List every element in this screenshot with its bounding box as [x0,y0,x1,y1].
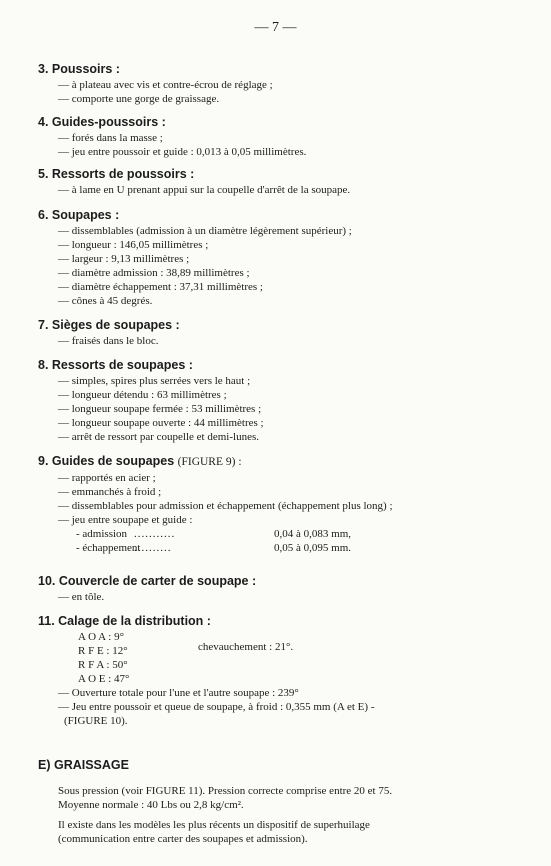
list-item: — cônes à 45 degrés. [58,295,153,307]
clearance-row [76,527,518,541]
section-title-text: 9. Guides de soupapes [38,454,175,468]
list-item: — largeur : 9,13 millimètres ; [58,253,190,265]
list-item: — longueur soupape fermée : 53 millimètres ; [58,403,262,415]
list-item: — dissemblables (admission à un diamètre légèrement supérieur) ; [58,225,352,237]
list-item: — dissemblables pour admission et échappement (échappement plus long) ; [58,500,393,512]
section-graissage-title: E) GRAISSAGE [38,758,129,772]
list-item: — jeu entre soupape et guide : [58,514,193,526]
list-item: — diamètre admission : 38,89 millimètres ; [58,267,250,279]
section-title [38,454,518,470]
section-title: 4. Guides-poussoirs : [38,115,166,129]
clearance-dots: ........... [134,528,176,540]
section-couvercle [38,574,518,604]
timing-row: A O E : 47° [78,673,130,685]
section-ressorts-soupapes [38,358,518,444]
list-item: — comporte une gorge de graissage. [58,93,220,105]
section-guides-soupapes [38,454,518,555]
list-item: — à plateau avec vis et contre-écrou de réglage ; [58,79,273,91]
list-item: — à lame en U prenant appui sur la coupelle d'arrêt de la soupape. [58,184,351,196]
list-item: — simples, spires plus serrées vers le haut ; [58,375,251,387]
list-item: — Jeu entre poussoir et queue de soupape, à froid : 0,355 mm (A et E) - [58,701,375,713]
list-item: — emmanchés à froid ; [58,486,162,498]
list-item-continuation: (FIGURE 10). [64,715,128,727]
section-poussoirs [38,62,518,106]
section-title: 5. Ressorts de poussoirs : [38,167,195,181]
section-title: 11. Calage de la distribution : [38,614,211,628]
overlap-text: chevauchement : 21°. [198,641,294,653]
list-item: — longueur : 146,05 millimètres ; [58,239,209,251]
section-title: 10. Couvercle de carter de soupape : [38,574,257,588]
list-item: — Ouverture totale pour l'une et l'autre soupape : 239° [58,687,299,699]
list-item: — longueur soupape ouverte : 44 millimètres ; [58,417,264,429]
figure-ref: (FIGURE 9) : [177,456,242,468]
timing-row: R F A : 50° [78,659,128,671]
paragraph-line: Sous pression (voir FIGURE 11). Pression correcte comprise entre 20 et 75. [58,785,393,797]
section-title: 8. Ressorts de soupapes : [38,358,193,372]
clearance-value: 0,05 à 0,095 mm. [274,542,351,554]
section-soupapes [38,208,518,308]
list-item: — jeu entre poussoir et guide : 0,013 à 0,05 millimètres. [58,146,307,158]
list-item: — fraisés dans le bloc. [58,335,159,347]
list-item: — diamètre échappement : 37,31 millimètres ; [58,281,263,293]
section-title: 6. Soupapes : [38,208,120,222]
clearance-row [76,541,518,555]
list-item: — forés dans la masse ; [58,132,163,144]
list-item: — en tôle. [58,591,105,603]
timing-block [78,630,518,686]
paragraph-line: Moyenne normale : 40 Lbs ou 2,8 kg/cm². [58,799,244,811]
page-number: — 7 — [254,20,297,35]
timing-row: A O A : 9° [78,631,124,643]
clearance-dots: .......... [134,542,172,554]
clearance-name: - échappement [76,542,141,554]
list-item: — arrêt de ressort par coupelle et demi-lunes. [58,431,259,443]
section-guides-poussoirs [38,115,518,159]
timing-row: R F E : 12° [78,645,128,657]
clearance-name: - admission [76,528,128,540]
section-title: 7. Sièges de soupapes : [38,318,180,332]
section-sieges-soupapes [38,318,518,348]
clearance-value: 0,04 à 0,083 mm, [274,528,351,540]
section-ressorts-poussoirs [38,167,518,197]
section-calage [38,614,518,728]
list-item: — longueur détendu : 63 millimètres ; [58,389,227,401]
section-title: 3. Poussoirs : [38,62,120,76]
paragraph-line: Il existe dans les modèles les plus récents un dispositif de superhuilage [58,819,370,831]
paragraph-line: (communication entre carter des soupapes et admission). [58,833,308,845]
list-item: — rapportés en acier ; [58,472,156,484]
